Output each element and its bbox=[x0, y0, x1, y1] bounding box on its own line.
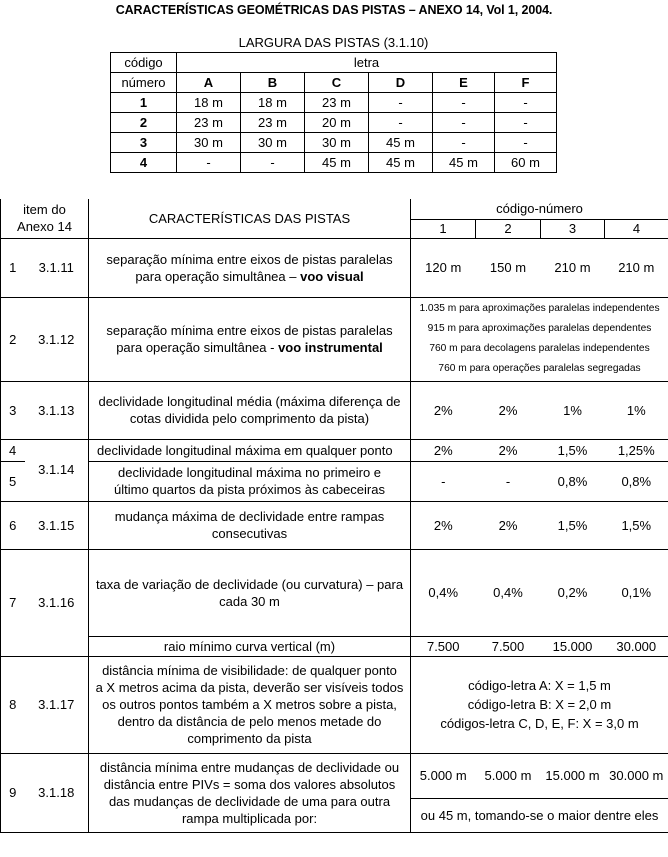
table-cell: - bbox=[241, 153, 305, 173]
note-line: 1.035 m para aproximações paralelas independentes bbox=[419, 303, 660, 314]
text-line: separação mínima entre eixos de pistas paralelas bbox=[106, 323, 393, 338]
table-cell: 30 m bbox=[241, 133, 305, 153]
characteristic-text: raio mínimo curva vertical (m) bbox=[89, 636, 411, 656]
table-cell: 30.000 bbox=[605, 636, 668, 656]
table-cell: - bbox=[433, 113, 495, 133]
table-cell: 0,2% bbox=[541, 549, 605, 636]
letter-header: E bbox=[433, 73, 495, 93]
note-line: 915 m para aproximações paralelas dependentes bbox=[427, 323, 652, 334]
table-cell: 2% bbox=[476, 439, 541, 461]
table-row bbox=[1, 439, 668, 461]
item-ref: 3.1.12 bbox=[25, 297, 89, 381]
table-cell: - bbox=[495, 93, 557, 113]
note-line: 760 m para operações paralelas segregadas bbox=[438, 363, 641, 374]
table-cell: 30 m bbox=[305, 133, 369, 153]
text-line: separação mínima entre eixos de pistas paralelas bbox=[106, 251, 393, 267]
characteristic-text bbox=[89, 461, 411, 501]
row-number: 2 bbox=[1, 297, 25, 381]
table-cell: 45 m bbox=[369, 153, 433, 173]
note-line: código-letra A: X = 1,5 m bbox=[468, 678, 611, 693]
table-row bbox=[1, 549, 668, 636]
item-ref: 3.1.16 bbox=[25, 549, 89, 656]
characteristic-text bbox=[89, 381, 411, 439]
table-cell: 1% bbox=[605, 381, 668, 439]
characteristic-text bbox=[89, 297, 411, 381]
table-cell: 2% bbox=[476, 501, 541, 549]
table-cell: 0,8% bbox=[541, 461, 605, 501]
table-cell: 18 m bbox=[177, 93, 241, 113]
table-cell: 60 m bbox=[495, 153, 557, 173]
table-cell: 150 m bbox=[476, 238, 541, 297]
characteristic-text bbox=[89, 238, 411, 297]
row-number: 3 bbox=[1, 381, 25, 439]
table-cell: - bbox=[495, 133, 557, 153]
text-line: cada 30 m bbox=[219, 593, 280, 609]
table-cell: 18 m bbox=[241, 93, 305, 113]
text-line: rampa multiplicada por: bbox=[181, 810, 318, 826]
table-cell: 210 m bbox=[541, 238, 605, 297]
item-ref: 3.1.15 bbox=[25, 501, 89, 549]
table-header-row bbox=[111, 53, 557, 73]
table-row bbox=[1, 381, 668, 439]
table-cell: 1,5% bbox=[541, 501, 605, 549]
table-cell: 2% bbox=[411, 381, 476, 439]
code-number: 1 bbox=[411, 219, 476, 238]
number-label: número bbox=[111, 73, 177, 93]
table-cell: 30.000 m bbox=[605, 753, 668, 798]
table-cell: 2% bbox=[476, 381, 541, 439]
table-row bbox=[1, 636, 668, 656]
text-line: a X metros acima da pista, deverão ser visíveis todos bbox=[95, 680, 404, 695]
table-row bbox=[1, 656, 668, 753]
table-cell: 0,8% bbox=[605, 461, 668, 501]
table-row bbox=[1, 753, 668, 798]
table-cell: 0,1% bbox=[605, 549, 668, 636]
text-line: distância mínima de visibilidade: de qualquer ponto bbox=[102, 663, 397, 678]
table-row bbox=[1, 297, 668, 381]
table-row bbox=[111, 113, 557, 133]
code-label: código bbox=[111, 53, 177, 73]
item-header bbox=[1, 199, 89, 238]
table-row bbox=[1, 501, 668, 549]
runway-characteristics-table bbox=[0, 199, 668, 833]
item-header-line: item do bbox=[23, 202, 66, 218]
text-line: cotas dividida pelo comprimento da pista) bbox=[129, 411, 370, 426]
table-cell: 1,5% bbox=[541, 439, 605, 461]
text-line: declividade longitudinal máxima no primeiro e bbox=[117, 465, 382, 480]
table-cell: 120 m bbox=[411, 238, 476, 297]
table-cell: 5.000 m bbox=[411, 753, 476, 798]
table-cell: 1,5% bbox=[605, 501, 668, 549]
table-cell: 23 m bbox=[241, 113, 305, 133]
table-cell: 7.500 bbox=[411, 636, 476, 656]
row-number: 2 bbox=[111, 113, 177, 133]
item-ref: 3.1.14 bbox=[25, 461, 89, 501]
row-number: 7 bbox=[1, 549, 25, 656]
table-cell: - bbox=[495, 113, 557, 133]
table-cell: 15.000 m bbox=[541, 753, 605, 798]
runway-width-table bbox=[110, 33, 557, 173]
code-number: 4 bbox=[605, 219, 668, 238]
document-title: CARACTERÍSTICAS GEOMÉTRICAS DAS PISTAS – ANEXO 14, Vol 1, 2004. bbox=[115, 3, 553, 17]
table-cell: 1% bbox=[541, 381, 605, 439]
characteristic-text bbox=[89, 753, 411, 832]
text-line: mudança máxima de declividade entre rampas bbox=[114, 509, 385, 524]
note-line: código-letra B: X = 2,0 m bbox=[467, 697, 612, 712]
table-caption-row bbox=[111, 33, 557, 53]
table-row bbox=[111, 93, 557, 113]
table-cell: 7.500 bbox=[476, 636, 541, 656]
letter-label: letra bbox=[177, 53, 557, 73]
code-number-header: código-número bbox=[411, 199, 668, 219]
text-bold-part: voo instrumental bbox=[278, 340, 383, 355]
notes-cell bbox=[411, 297, 668, 381]
text-line: consecutivas bbox=[211, 526, 288, 541]
table-cell: 45 m bbox=[369, 133, 433, 153]
table-cell: 15.000 bbox=[541, 636, 605, 656]
table-cell: - bbox=[369, 93, 433, 113]
row-number: 4 bbox=[111, 153, 177, 173]
characteristic-text bbox=[89, 549, 411, 636]
row-number: 1 bbox=[111, 93, 177, 113]
row-number: 3 bbox=[111, 133, 177, 153]
code-number: 2 bbox=[476, 219, 541, 238]
text-line: os outros pontos também a X metros sobre a pista, bbox=[102, 697, 397, 712]
text-line: taxa de variação de declividade (ou curvatura) – para bbox=[95, 576, 404, 592]
table-cell: 210 m bbox=[605, 238, 668, 297]
table-cell: - bbox=[369, 113, 433, 133]
item-ref: 3.1.13 bbox=[25, 381, 89, 439]
characteristic-text bbox=[89, 656, 411, 753]
table-row bbox=[111, 133, 557, 153]
row-number: 9 bbox=[1, 753, 25, 832]
table-cell: 0,4% bbox=[411, 549, 476, 636]
table-caption: LARGURA DAS PISTAS (3.1.10) bbox=[238, 35, 429, 50]
table-header-row bbox=[111, 73, 557, 93]
text-line: comprimento da pista bbox=[187, 731, 312, 746]
text-line: distância entre PIVs = soma dos valores absolutos bbox=[103, 776, 396, 792]
table-row bbox=[1, 461, 668, 501]
text-line: dentro da distância de pelo menos metade do bbox=[117, 714, 382, 729]
code-number: 3 bbox=[541, 219, 605, 238]
table-cell: 45 m bbox=[305, 153, 369, 173]
text-line bbox=[89, 268, 410, 285]
text-part: para operação simultânea – bbox=[135, 268, 301, 284]
row-number: 6 bbox=[1, 501, 25, 549]
table-row bbox=[111, 153, 557, 173]
text-line: declividade longitudinal média (máxima diferença de bbox=[98, 394, 401, 409]
table-cell: - bbox=[476, 461, 541, 501]
item-ref: 3.1.18 bbox=[25, 753, 89, 832]
text-part: para operação simultânea - bbox=[116, 340, 279, 355]
table-cell: 30 m bbox=[177, 133, 241, 153]
characteristic-text: declividade longitudinal máxima em qualquer ponto bbox=[89, 439, 411, 461]
table-header-row bbox=[1, 199, 668, 219]
text-line: distância mínima entre mudanças de declividade ou bbox=[99, 759, 400, 775]
row-number: 8 bbox=[1, 656, 25, 753]
item-header-line: Anexo 14 bbox=[17, 219, 72, 235]
table-cell: - bbox=[177, 153, 241, 173]
table-cell: 2% bbox=[411, 501, 476, 549]
text-bold-part: voo visual bbox=[300, 268, 364, 284]
text-line bbox=[89, 339, 410, 356]
characteristics-header: CARACTERÍSTICAS DAS PISTAS bbox=[89, 199, 411, 238]
letter-header: F bbox=[495, 73, 557, 93]
table-cell: 0,4% bbox=[476, 549, 541, 636]
row-number: 5 bbox=[1, 461, 25, 501]
item-ref: 3.1.17 bbox=[25, 656, 89, 753]
table-cell: - bbox=[433, 133, 495, 153]
row-number: 1 bbox=[1, 238, 25, 297]
characteristic-text bbox=[89, 501, 411, 549]
table-cell: - bbox=[433, 93, 495, 113]
table-row bbox=[1, 238, 668, 297]
table-cell: 2% bbox=[411, 439, 476, 461]
note-line: 760 m para decolagens paralelas independentes bbox=[429, 343, 650, 354]
table-cell: 5.000 m bbox=[476, 753, 541, 798]
table-cell: 1,25% bbox=[605, 439, 668, 461]
text-line: das mudanças de declividade de uma para outra bbox=[108, 793, 391, 809]
row-number: 4 bbox=[1, 439, 25, 461]
item-ref: 3.1.11 bbox=[25, 238, 89, 297]
notes-cell bbox=[411, 656, 668, 753]
letter-header: C bbox=[305, 73, 369, 93]
note-line: códigos-letra C, D, E, F: X = 3,0 m bbox=[440, 716, 639, 731]
letter-header: D bbox=[369, 73, 433, 93]
table-cell: - bbox=[411, 461, 476, 501]
table-cell: 23 m bbox=[305, 93, 369, 113]
table-cell: 45 m bbox=[433, 153, 495, 173]
notes-cell: ou 45 m, tomando-se o maior dentre eles bbox=[411, 798, 668, 832]
text-line: último quartos da pista próximos às cabeceiras bbox=[114, 482, 385, 497]
table-cell: 20 m bbox=[305, 113, 369, 133]
table-cell: 23 m bbox=[177, 113, 241, 133]
item-ref bbox=[25, 439, 89, 461]
letter-header: B bbox=[241, 73, 305, 93]
letter-header: A bbox=[177, 73, 241, 93]
